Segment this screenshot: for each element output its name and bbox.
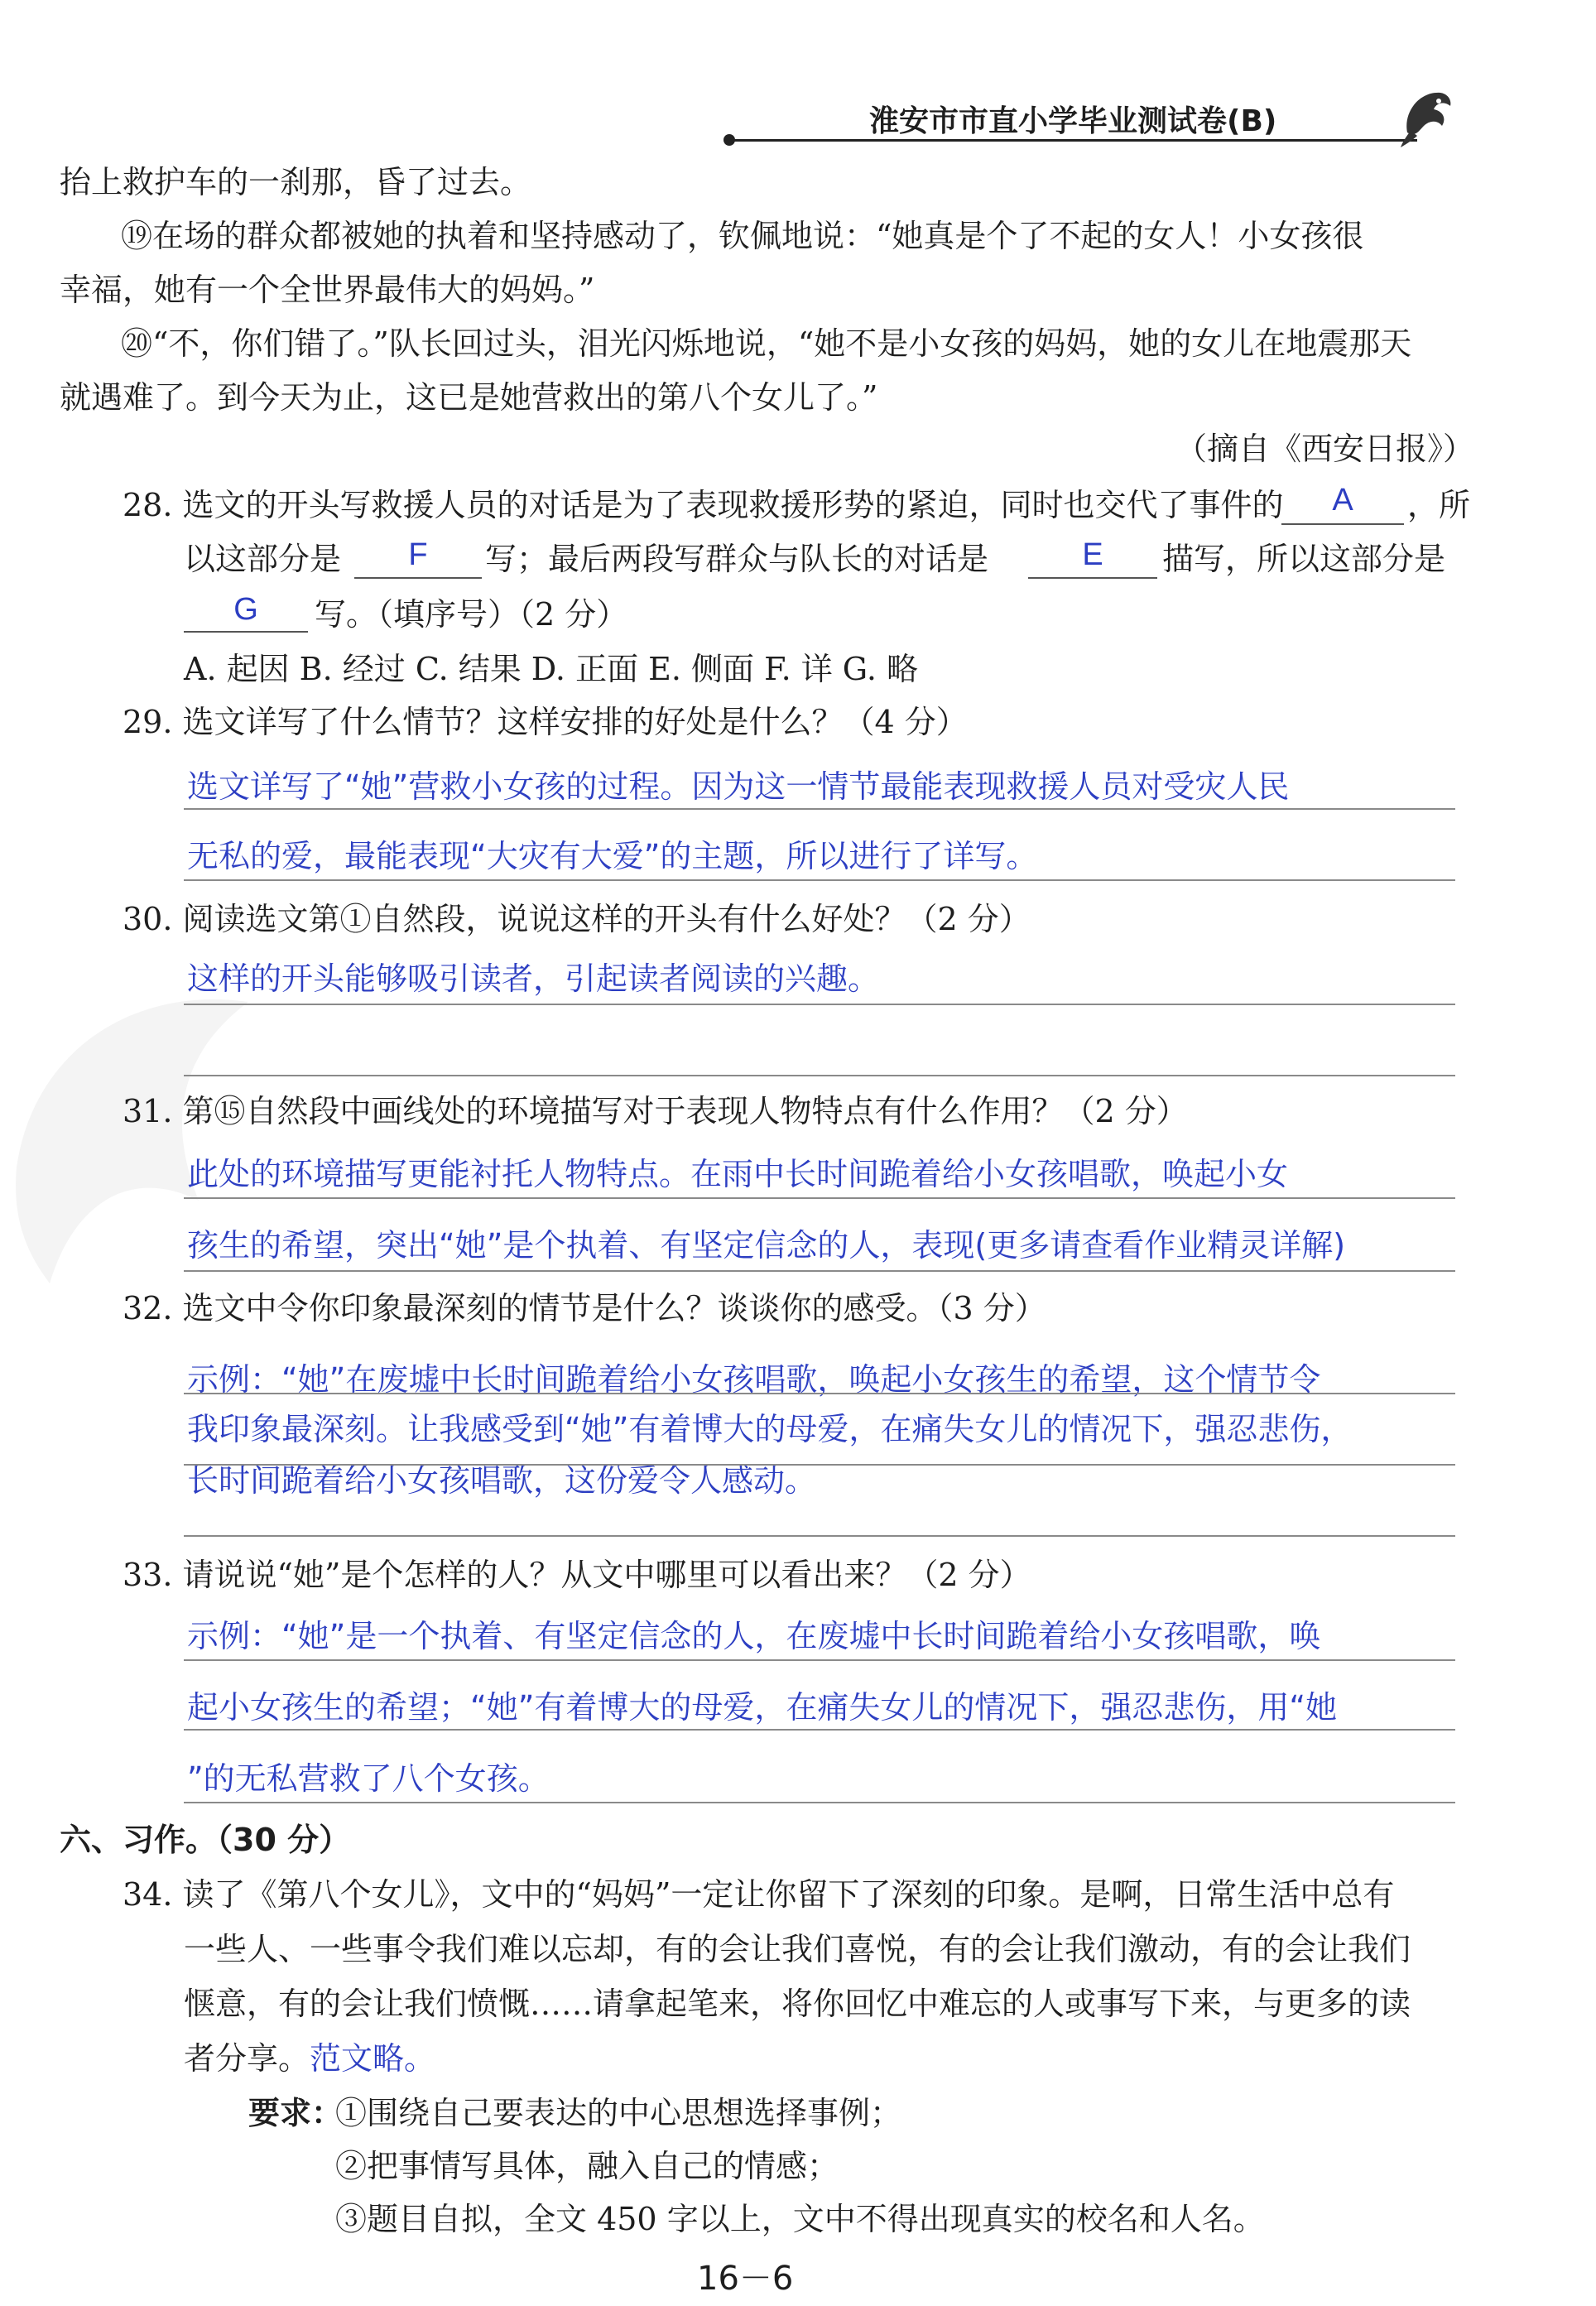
q34-line1: 34. 读了《第八个女儿》，文中的“妈妈”一定让你留下了深刻的印象。是啊，日常生活中总有 bbox=[123, 1876, 1395, 1913]
answer-line[interactable] bbox=[184, 1075, 1455, 1076]
requirement-1: ①围绕自己要表达的中心思想选择事例； bbox=[335, 2095, 902, 2131]
answer-line[interactable] bbox=[184, 1535, 1455, 1537]
header-rule bbox=[730, 139, 1417, 142]
paragraph-20-line1: ⑳“不，你们错了。”队长回过头，泪光闪烁地说，“她不是小女孩的妈妈，她的女儿在地震那天 bbox=[121, 325, 1412, 362]
answer-line[interactable] bbox=[184, 1464, 1455, 1466]
q34-line4: 者分享。 bbox=[184, 2040, 310, 2077]
section-6-title: 六、习作。（30 分） bbox=[60, 1822, 351, 1858]
answer-line[interactable] bbox=[184, 1004, 1455, 1005]
q28-line1-end: ，所 bbox=[1407, 487, 1471, 523]
requirement-2: ②把事情写具体，融入自己的情感； bbox=[335, 2148, 839, 2184]
q28-line3-end: 写。（填序号）（2 分） bbox=[315, 596, 628, 633]
q28-answer-3: E bbox=[1082, 537, 1103, 572]
q28-line2-mid: 写；最后两段写群众与队长的对话是 bbox=[485, 541, 989, 577]
passage-line: 抬上救护车的一刹那，昏了过去。 bbox=[60, 164, 532, 200]
header-dot bbox=[723, 134, 735, 146]
answer-line[interactable] bbox=[184, 879, 1455, 881]
q32-answer-line3: 长时间跪着给小女孩唱歌，这份爱令人感动。 bbox=[187, 1462, 817, 1499]
q28-blank-1[interactable] bbox=[1281, 523, 1404, 525]
passage-source: （摘自《西安日报》） bbox=[1175, 431, 1475, 467]
q29-answer-line2: 无私的爱，最能表现“大灾有大爱”的主题，所以进行了详写。 bbox=[187, 838, 1038, 874]
q30-question: 30. 阅读选文第①自然段，说说这样的开头有什么好处？（2 分） bbox=[123, 901, 1031, 937]
q34-answer: 范文略。 bbox=[310, 2040, 436, 2077]
answer-line[interactable] bbox=[184, 1197, 1455, 1199]
q28-blank-3[interactable] bbox=[1028, 577, 1157, 579]
requirements-label: 要求： bbox=[248, 2095, 344, 2131]
paragraph-19-line1: ⑲在场的群众都被她的执着和坚持感动了，钦佩地说：“她真是个了不起的女人！小女孩很 bbox=[121, 218, 1364, 254]
q28-line1: 28. 选文的开头写救援人员的对话是为了表现救援形势的紧迫，同时也交代了事件的 bbox=[123, 487, 1284, 523]
paragraph-20-line2: 就遇难了。到今天为止，这已是她营救出的第八个女儿了。” bbox=[60, 379, 878, 416]
answer-line[interactable] bbox=[184, 1659, 1455, 1661]
q29-question: 29. 选文详写了什么情节？这样安排的好处是什么？（4 分） bbox=[123, 704, 968, 740]
paragraph-19-line2: 幸福，她有一个全世界最伟大的妈妈。” bbox=[60, 272, 595, 308]
q33-question: 33. 请说说“她”是个怎样的人？从文中哪里可以看出来？（2 分） bbox=[123, 1557, 1031, 1593]
q32-answer-line1: 示例：“她”在废墟中长时间跪着给小女孩唱歌，唤起小女孩生的希望，这个情节令 bbox=[187, 1361, 1321, 1398]
answer-line[interactable] bbox=[184, 1802, 1455, 1803]
q34-line3: 惬意，有的会让我们愤慨……请拿起笔来，将你回忆中难忘的人或事写下来，与更多的读 bbox=[184, 1986, 1411, 2022]
q31-question: 31. 第⑮自然段中画线处的环境描写对于表现人物特点有什么作用？（2 分） bbox=[123, 1093, 1188, 1129]
q28-blank-4[interactable] bbox=[184, 631, 308, 633]
page-number: 16－6 bbox=[697, 2260, 794, 2298]
q28-options: A. 起因 B. 经过 C. 结果 D. 正面 E. 侧面 F. 详 G. 略 bbox=[184, 651, 918, 687]
q28-line2-end: 描写，所以这部分是 bbox=[1162, 541, 1446, 577]
answer-line[interactable] bbox=[184, 1270, 1455, 1272]
dolphin-logo-icon bbox=[1399, 83, 1457, 149]
q31-answer-line1: 此处的环境描写更能衬托人物特点。在雨中长时间跪着给小女孩唱歌，唤起小女 bbox=[187, 1156, 1289, 1192]
header-title: 淮安市市直小学毕业测试卷(B) bbox=[869, 104, 1277, 138]
requirement-3: ③题目自拟，全文 450 字以上，文中不得出现真实的校名和人名。 bbox=[335, 2201, 1265, 2237]
q31-answer-line2: 孩生的希望，突出“她”是个执着、有坚定信念的人，表现(更多请查看作业精灵详解) bbox=[187, 1227, 1346, 1264]
q29-answer-line1: 选文详写了“她”营救小女孩的过程。因为这一情节最能表现救援人员对受灾人民 bbox=[187, 768, 1290, 805]
answer-line[interactable] bbox=[184, 1729, 1455, 1731]
q28-answer-2: F bbox=[408, 537, 428, 572]
q28-line2-start: 以这部分是 bbox=[184, 541, 342, 577]
q28-blank-2[interactable] bbox=[354, 577, 482, 579]
q28-answer-1: A bbox=[1332, 483, 1353, 518]
q33-answer-line3: ”的无私营救了八个女孩。 bbox=[187, 1760, 550, 1797]
q34-line2: 一些人、一些事令我们难以忘却，有的会让我们喜悦，有的会让我们激动，有的会让我们 bbox=[184, 1931, 1411, 1967]
q32-question: 32. 选文中令你印象最深刻的情节是什么？谈谈你的感受。（3 分） bbox=[123, 1290, 1046, 1326]
q32-answer-line2: 我印象最深刻。让我感受到“她”有着博大的母爱，在痛失女儿的情况下，强忍悲伤， bbox=[187, 1411, 1353, 1447]
q30-answer-line1: 这样的开头能够吸引读者，引起读者阅读的兴趣。 bbox=[187, 960, 880, 997]
answer-line[interactable] bbox=[184, 1393, 1455, 1394]
q33-answer-line2: 起小女孩生的希望；“她”有着博大的母爱，在痛失女儿的情况下，强忍悲伤，用“她 bbox=[187, 1689, 1338, 1726]
q33-answer-line1: 示例：“她”是一个执着、有坚定信念的人，在废墟中长时间跪着给小女孩唱歌，唤 bbox=[187, 1618, 1321, 1654]
q28-answer-4: G bbox=[233, 592, 258, 627]
answer-line[interactable] bbox=[184, 808, 1455, 810]
